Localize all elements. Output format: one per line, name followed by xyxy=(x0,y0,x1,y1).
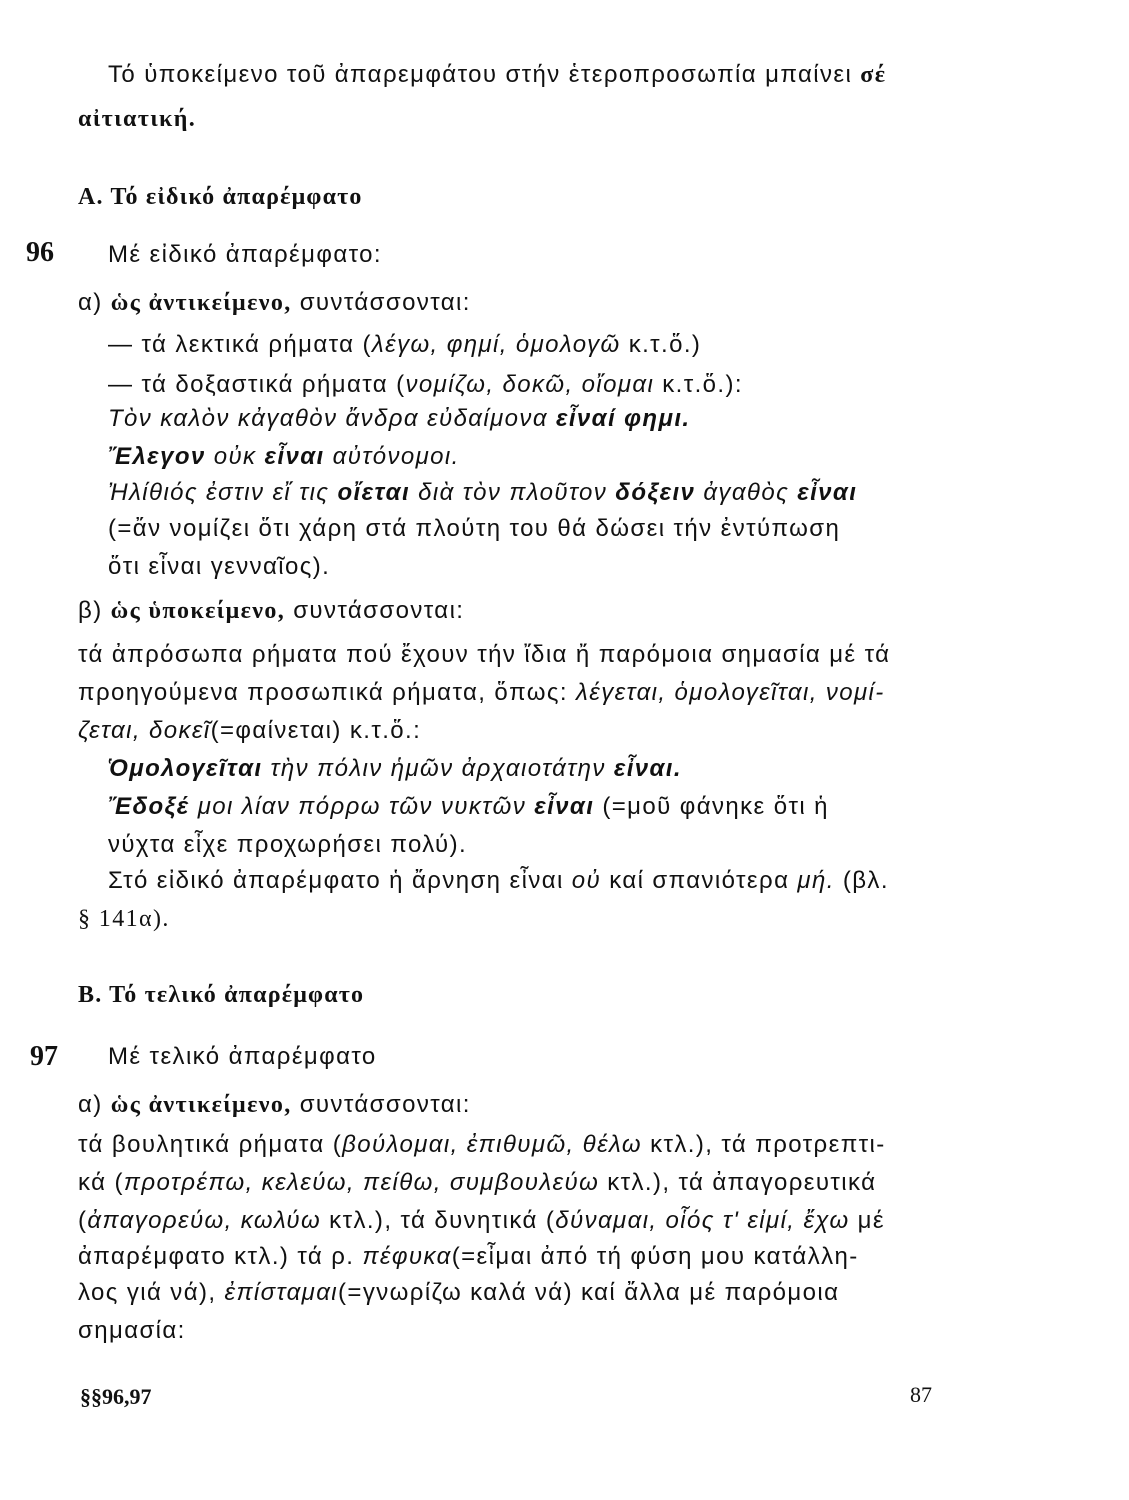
section-b-text-1 xyxy=(78,1130,886,1160)
example-2 xyxy=(108,442,460,472)
example-3 xyxy=(108,478,857,508)
intro-bold: σέ xyxy=(860,62,887,88)
item-label: α) xyxy=(78,1091,111,1118)
text: κ.τ.ὅ.): xyxy=(654,371,743,398)
item-bold: ὡς ἀντικείμενο, xyxy=(110,1092,292,1118)
section-b-heading: Β. Τό τελικό ἀπαρέμφατο xyxy=(78,982,365,1008)
section-a-item-a xyxy=(78,288,471,318)
section-b-text-4 xyxy=(78,1242,859,1272)
text: τά βουλητικά ρήματα ( xyxy=(78,1131,343,1158)
text: κτλ.), τά δυνητικά ( xyxy=(321,1207,556,1234)
example-4 xyxy=(108,754,682,784)
section-a-lead: Μέ εἰδικό ἀπαρέμφατο: xyxy=(108,241,382,268)
italic-text: δύναμαι, οἷός τ' εἰμί, ἔχω xyxy=(555,1207,850,1234)
italic-text: Ἠλίθιός ἐστιν εἴ τις xyxy=(108,479,338,506)
bold-italic-text: εἶναι xyxy=(264,443,325,470)
item-b-text-3 xyxy=(78,716,421,746)
dash-line-2 xyxy=(108,370,743,400)
example-5 xyxy=(108,792,829,822)
text: λος γιά νά), xyxy=(78,1279,225,1306)
italic-text: οὐκ xyxy=(205,443,265,470)
italic-text: λέγω, φημί, ὁμολογῶ xyxy=(371,331,621,358)
page-number: 87 xyxy=(910,1382,932,1407)
text: μέ xyxy=(849,1207,885,1234)
text: (=εἶμαι ἀπό τή φύση μου κατάλλη- xyxy=(451,1243,859,1270)
paragraph-number-96: 96 xyxy=(26,237,54,268)
text: ἀπαρέμφατο κτλ.) τά ρ. xyxy=(78,1243,363,1270)
italic-text: αὐτόνομοι. xyxy=(324,443,460,470)
bold-italic-text: δόξειν xyxy=(615,479,696,506)
item-b-text-2 xyxy=(78,678,885,708)
text: — τά λεκτικά ρήματα ( xyxy=(108,331,372,358)
italic-text: βούλομαι, ἐπιθυμῶ, θέλω xyxy=(342,1131,643,1158)
example-1 xyxy=(108,404,690,434)
section-b-text-5 xyxy=(78,1278,839,1308)
italic-text: ἀπαγορεύω, κωλύω xyxy=(87,1207,322,1234)
bold-italic-text: εἶναι xyxy=(534,793,595,820)
intro-line-1 xyxy=(108,60,886,90)
item-label: β) xyxy=(78,597,111,624)
italic-text: ἐπίσταμαι xyxy=(224,1279,339,1306)
bold-italic-text: Ὁμολογεῖται xyxy=(108,755,263,782)
negation-note-ref: § 141α). xyxy=(78,906,170,932)
italic-text: διὰ τὸν πλοῦτον xyxy=(410,479,616,506)
section-a-heading: Α. Τό εἰδικό ἀπαρέμφατο xyxy=(78,184,363,210)
bold-italic-text: εἶναί φημι. xyxy=(555,405,691,432)
text: (=γνωρίζω καλά νά) καί ἄλλα μέ παρόμοια xyxy=(338,1279,840,1306)
text: (=φαίνεται) κ.τ.ὅ.: xyxy=(210,717,422,744)
section-b-lead: Μέ τελικό ἀπαρέμφατο xyxy=(108,1043,377,1070)
italic-text: ζεται, δοκεῖ xyxy=(78,717,211,744)
bold-italic-text: Ἔδοξέ xyxy=(108,793,190,820)
text: (=μοῦ φάνηκε ὅτι ἡ xyxy=(594,793,829,820)
footer-section-ref: §§96,97 xyxy=(80,1384,152,1409)
bold-italic-text: εἶναι. xyxy=(613,755,682,782)
dash-line-1 xyxy=(108,330,701,360)
bold-italic-text: Ἔλεγον xyxy=(108,443,206,470)
text: κτλ.), τά ἀπαγορευτικά xyxy=(599,1169,877,1196)
item-b-text-1: τά ἀπρόσωπα ρήματα πού ἔχουν τήν ἴδια ἤ παρόμοια σημασία μέ τά xyxy=(78,641,891,668)
italic-text: λέγεται, ὁμολογεῖται, νομί- xyxy=(576,679,885,706)
text: Στό εἰδικό ἀπαρέμφατο ἡ ἄρνηση εἶναι xyxy=(108,867,572,894)
text: κ.τ.ὅ.) xyxy=(620,331,702,358)
item-rest: συντάσσονται: xyxy=(285,597,465,624)
section-b-item-a xyxy=(78,1090,471,1120)
paragraph-number-97: 97 xyxy=(30,1041,58,1072)
italic-text: μή. xyxy=(797,867,835,894)
text: ( xyxy=(78,1207,88,1234)
section-b-text-6: σημασία: xyxy=(78,1317,186,1344)
italic-text: Τὸν καλὸν κἀγαθὸν ἄνδρα εὐδαίμονα xyxy=(108,405,556,432)
intro-line-2: αἰτιατική. xyxy=(78,106,197,132)
bold-italic-text: εἶναι xyxy=(797,479,858,506)
italic-text: πέφυκα xyxy=(362,1243,452,1270)
italic-text: μοι λίαν πόρρω τῶν νυκτῶν xyxy=(189,793,535,820)
item-bold: ὡς ἀντικείμενο, xyxy=(110,290,292,316)
item-label: α) xyxy=(78,289,111,316)
text: καί σπανιότερα xyxy=(601,867,798,894)
section-b-text-2 xyxy=(78,1168,876,1198)
item-rest: συντάσσονται: xyxy=(291,289,471,316)
text: κτλ.), τά προτρεπτι- xyxy=(642,1131,886,1158)
italic-text: προτρέπω, κελεύω, πείθω, συμβουλεύω xyxy=(123,1169,600,1196)
text: κά ( xyxy=(78,1169,124,1196)
bold-italic-text: οἴεται xyxy=(337,479,411,506)
italic-text: οὐ xyxy=(571,867,602,894)
text: — τά δοξαστικά ρήματα ( xyxy=(108,371,406,398)
text: (βλ. xyxy=(834,867,889,894)
item-rest: συντάσσονται: xyxy=(291,1091,471,1118)
italic-text: τὴν πόλιν ἡμῶν ἀρχαιοτάτην xyxy=(262,755,614,782)
section-a-item-b xyxy=(78,596,464,626)
section-b-text-3 xyxy=(78,1206,885,1236)
negation-note xyxy=(108,866,889,896)
intro-text: Τό ὑποκείμενο τοῦ ἀπαρεμφάτου στήν ἑτεροπροσωπία μπαίνει xyxy=(108,61,861,88)
example-3-translation-2: ὅτι εἶναι γενναῖος). xyxy=(108,553,331,580)
italic-text: νομίζω, δοκῶ, οἴομαι xyxy=(405,371,655,398)
item-bold: ὡς ὑποκείμενο, xyxy=(110,598,286,624)
text: προηγούμενα προσωπικά ρήματα, ὅπως: xyxy=(78,679,577,706)
example-5-line-2: νύχτα εἶχε προχωρήσει πολύ). xyxy=(108,831,468,858)
italic-text: ἀγαθὸς xyxy=(695,479,798,506)
example-3-translation-1: (=ἄν νομίζει ὅτι χάρη στά πλούτη του θά δώσει τήν ἐντύπωση xyxy=(108,515,841,542)
